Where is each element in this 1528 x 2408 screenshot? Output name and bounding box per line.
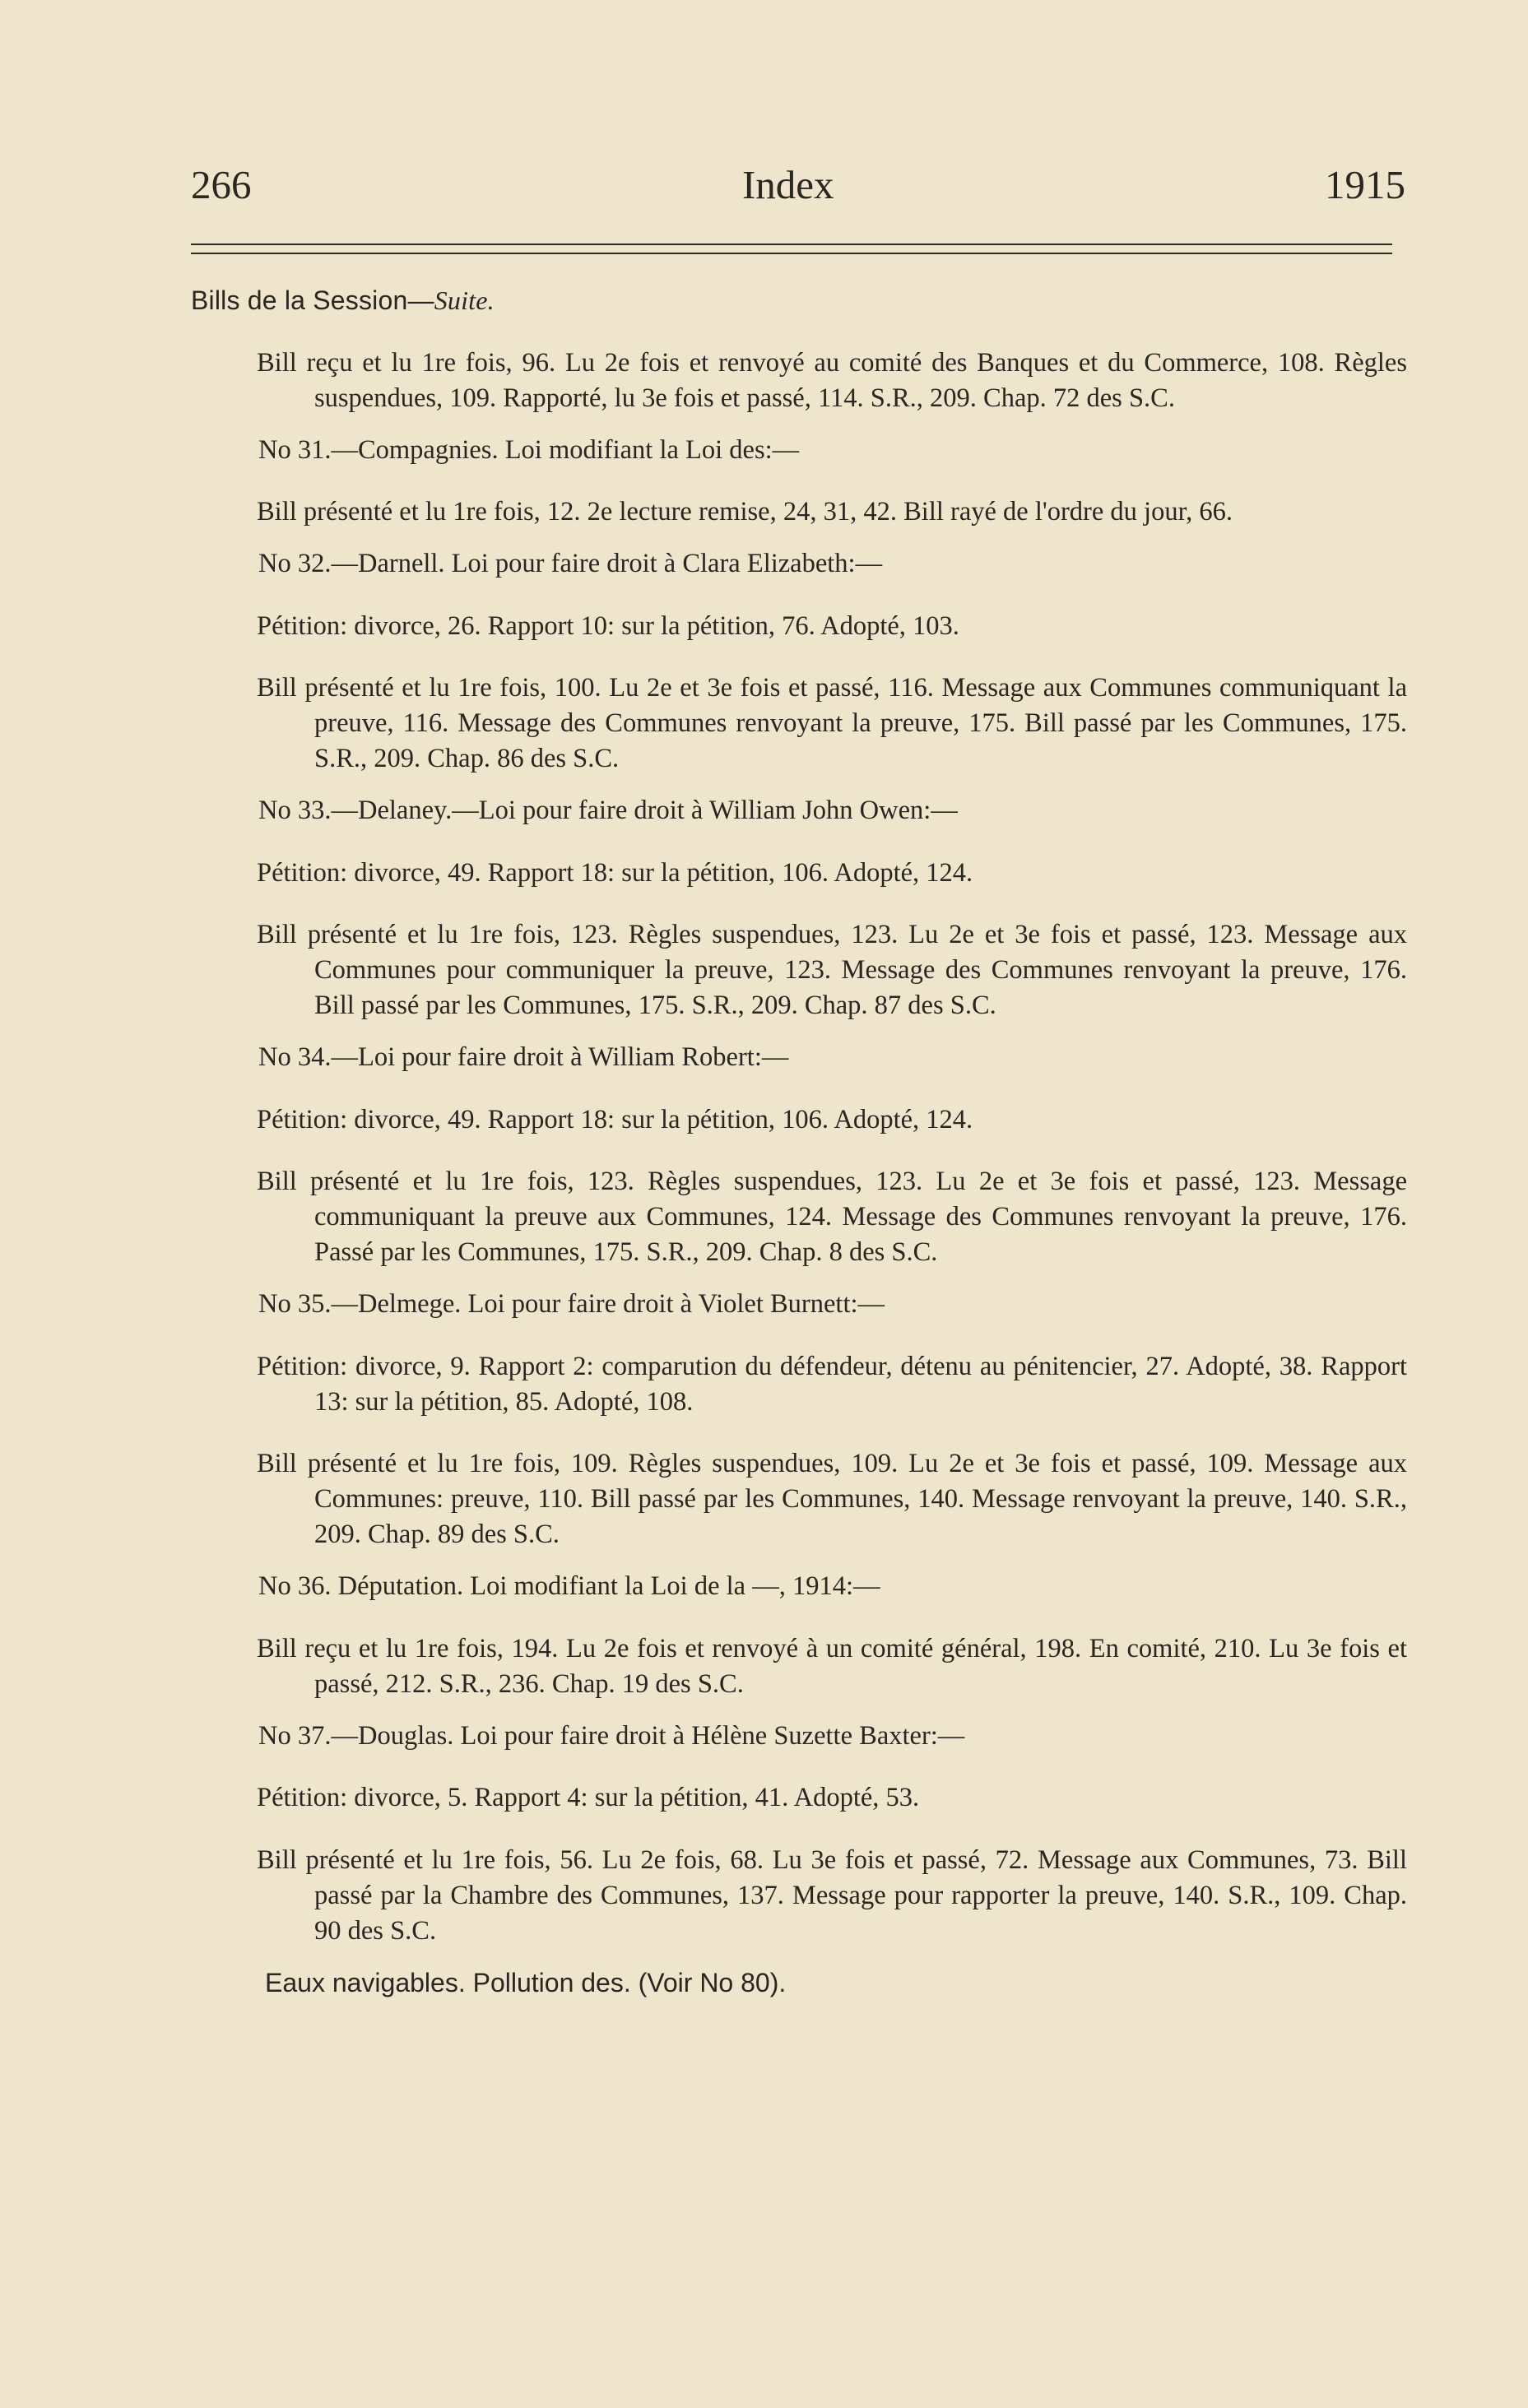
entry-paragraph: Bill présenté et lu 1re fois, 100. Lu 2e et 3e fois et passé, 116. Message aux Communes communiquant la preuve, 116. Message des Communes renvoyant la preuve, 175. Bill passé par les Communes, 175. S.R., 209. Chap. 86 des S.C. <box>257 673 1407 773</box>
page-number: 266 <box>191 162 252 207</box>
section-title: Bills de la Session—Suite. <box>191 285 495 315</box>
index-entry <box>191 1569 1407 1702</box>
entry-heading: No 36. Députation. Loi modifiant la Loi de la —, 1914:— <box>258 1571 880 1601</box>
entry-paragraph: Bill présenté et lu 1re fois, 56. Lu 2e fois, 68. Lu 3e fois et passé, 72. Message aux Communes, 73. Bill passé par la Chambre des Communes, 137. Message pour rapporter la preuve, 140. S.R., 109. Chap. 90 des S.C. <box>257 1844 1407 1946</box>
index-entry <box>191 433 1407 531</box>
footer-entry: Eaux navigables. Pollution des. (Voir No 80). <box>265 1967 787 1997</box>
index-entry <box>191 1040 1407 1270</box>
index-entry <box>191 793 1407 1023</box>
entry-paragraph: Pétition: divorce, 5. Rapport 4: sur la pétition, 41. Adopté, 53. <box>257 1783 920 1812</box>
index-entry <box>191 1287 1407 1552</box>
index-content <box>191 283 1407 2027</box>
header-rule-bottom <box>191 253 1392 254</box>
page-title: Index <box>741 162 834 207</box>
header-rule-top <box>191 244 1392 245</box>
entry-paragraph: Bill présenté et lu 1re fois, 12. 2e lecture remise, 24, 31, 42. Bill rayé de l'ordre du jour, 66. <box>257 497 1233 527</box>
entry-paragraph: Bill reçu et lu 1re fois, 194. Lu 2e fois et renvoyé à un comité général, 198. En comité, 210. Lu 3e fois et passé, 212. S.R., 236. Chap. 19 des S.C. <box>257 1633 1407 1699</box>
entry-heading: No 34.—Loi pour faire droit à William Robert:— <box>258 1042 789 1072</box>
index-entry <box>191 546 1407 777</box>
entry-paragraph: Pétition: divorce, 49. Rapport 18: sur la pétition, 106. Adopté, 124. <box>257 857 973 888</box>
entry-paragraph: Bill présenté et lu 1re fois, 123. Règles suspendues, 123. Lu 2e et 3e fois et passé, 123. Message aux Communes pour communiquer la preuve, 123. Message des Communes renvoyant la preuve, 176. Bill passé par les Communes, 175. S.R., 209. Chap. 87 des S.C. <box>257 920 1407 1020</box>
entry-paragraph: Bill reçu et lu 1re fois, 96. Lu 2e fois et renvoyé au comité des Banques et du Commerce, 108. Règles suspendues, 109. Rapporté, lu 3e fois et passé, 114. S.R., 209. Chap. 72 des S.C. <box>257 347 1407 413</box>
index-entry <box>191 346 1407 416</box>
page-header <box>191 161 1405 208</box>
entry-paragraph: Bill présenté et lu 1re fois, 109. Règles suspendues, 109. Lu 2e et 3e fois et passé, 109. Message aux Communes: preuve, 110. Bill passé par les Communes, 140. Message renvoyant la preuve, 140. S.R., 209. Chap. 89 des S.C. <box>257 1449 1407 1549</box>
page-year: 1915 <box>1324 162 1405 207</box>
entry-heading: No 33.—Delaney.—Loi pour faire droit à William John Owen:— <box>258 796 958 825</box>
entry-paragraph: Bill présenté et lu 1re fois, 123. Règles suspendues, 123. Lu 2e et 3e fois et passé, 123. Message communiquant la preuve aux Communes, 124. Message des Communes renvoyant la preuve, 176. Passé par les Communes, 175. S.R., 209. Chap. 8 des S.C. <box>257 1167 1407 1267</box>
entry-heading: No 35.—Delmege. Loi pour faire droit à Violet Burnett:— <box>258 1289 885 1319</box>
entry-paragraph: Pétition: divorce, 49. Rapport 18: sur la pétition, 106. Adopté, 124. <box>257 1104 973 1134</box>
entry-heading: No 31.—Compagnies. Loi modifiant la Loi des:— <box>258 434 800 465</box>
entry-paragraph: Pétition: divorce, 9. Rapport 2: comparution du défendeur, détenu au pénitencier, 27. Adopté, 38. Rapport 13: sur la pétition, 85. Adopté, 108. <box>257 1351 1407 1417</box>
entry-heading: No 32.—Darnell. Loi pour faire droit à Clara Elizabeth:— <box>258 549 883 578</box>
index-entry <box>191 1719 1407 1949</box>
entry-paragraph: Pétition: divorce, 26. Rapport 10: sur la pétition, 76. Adopté, 103. <box>257 610 959 641</box>
section-title-suffix: Suite. <box>434 285 495 315</box>
entry-heading: No 37.—Douglas. Loi pour faire droit à Hélène Suzette Baxter:— <box>258 1720 965 1751</box>
